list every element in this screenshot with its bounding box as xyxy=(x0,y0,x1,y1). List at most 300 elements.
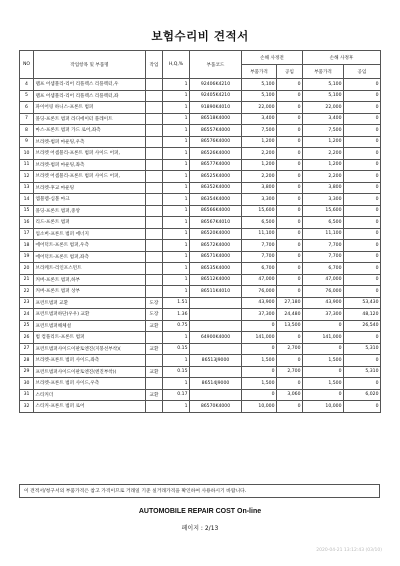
row-after-part: 37,300 xyxy=(303,309,344,321)
col-before-part: 부품가격 xyxy=(242,65,277,79)
row-after-labor: 0 xyxy=(344,263,381,275)
row-no: 6 xyxy=(20,102,34,114)
row-op xyxy=(146,401,163,413)
row-code xyxy=(190,320,242,332)
row-before-part: 37,300 xyxy=(242,309,277,321)
row-no: 13 xyxy=(20,182,34,194)
row-no: 12 xyxy=(20,171,34,183)
row-hqs: 1 xyxy=(163,286,190,298)
row-before-part: 141,000 xyxy=(242,332,277,344)
row-code: 86577K4000 xyxy=(190,159,242,171)
row-work: 램프 어셈블리-리어 리플렉스 리플렉터,우 xyxy=(34,79,146,91)
row-hqs: 0.15 xyxy=(163,343,190,355)
row-hqs: 1 xyxy=(163,217,190,229)
table-row xyxy=(20,194,381,206)
row-before-labor: 0 xyxy=(277,251,303,263)
row-before-labor: 0 xyxy=(277,148,303,160)
col-after-part: 부품가격 xyxy=(303,65,344,79)
row-op: 교환 xyxy=(146,343,163,355)
row-after-labor: 0 xyxy=(344,228,381,240)
row-code: 86354K4000 xyxy=(190,194,242,206)
row-after-part: 0 xyxy=(303,320,344,332)
row-after-labor: 0 xyxy=(344,194,381,206)
row-after-labor: 0 xyxy=(344,171,381,183)
row-after-part: 7,700 xyxy=(303,251,344,263)
row-hqs: 1 xyxy=(163,159,190,171)
table-row xyxy=(20,136,381,148)
row-op xyxy=(146,79,163,91)
row-no: 21 xyxy=(20,274,34,286)
row-no: 10 xyxy=(20,148,34,160)
row-after-labor: 0 xyxy=(344,274,381,286)
row-code xyxy=(190,297,242,309)
table-row xyxy=(20,274,381,286)
row-before-labor: 0 xyxy=(277,332,303,344)
row-op xyxy=(146,159,163,171)
row-code: 86576K4000 xyxy=(190,136,242,148)
row-after-part: 0 xyxy=(303,366,344,378)
row-op xyxy=(146,286,163,298)
row-code: 86520K4000 xyxy=(190,228,242,240)
row-after-part: 2,200 xyxy=(303,148,344,160)
row-hqs: 1 xyxy=(163,228,190,240)
row-op xyxy=(146,355,163,367)
row-after-part: 1,500 xyxy=(303,355,344,367)
col-no: NO xyxy=(20,51,34,79)
table-row xyxy=(20,125,381,137)
row-before-part: 5,100 xyxy=(242,90,277,102)
row-work: 커버-프론트 범퍼,하부 xyxy=(34,274,146,286)
row-before-labor: 13,500 xyxy=(277,320,303,332)
estimate-table xyxy=(19,50,381,413)
row-code: 86352K4000 xyxy=(190,182,242,194)
row-before-labor: 0 xyxy=(277,217,303,229)
row-op xyxy=(146,378,163,390)
row-before-labor: 0 xyxy=(277,136,303,148)
footer-brand: AUTOMOBILE REPAIR COST On-line xyxy=(138,508,262,515)
row-after-labor: 0 xyxy=(344,332,381,344)
row-code: 86511K4010 xyxy=(190,286,242,298)
row-work: 프런트범퍼사이드이판토엔진(엔진부착)( xyxy=(34,366,146,378)
col-op: 작업 xyxy=(146,51,163,79)
table-row xyxy=(20,332,381,344)
row-code: 86513J9000 xyxy=(190,355,242,367)
row-before-labor: 0 xyxy=(277,378,303,390)
row-after-part: 1,200 xyxy=(303,136,344,148)
col-after-labor: 공임 xyxy=(344,65,381,79)
row-op xyxy=(146,182,163,194)
row-no: 19 xyxy=(20,251,34,263)
row-after-labor: 0 xyxy=(344,102,381,114)
row-after-part: 15,600 xyxy=(303,205,344,217)
row-before-labor: 0 xyxy=(277,274,303,286)
row-before-labor: 0 xyxy=(277,102,303,114)
row-hqs: 0.75 xyxy=(163,320,190,332)
row-no: 15 xyxy=(20,205,34,217)
row-before-part: 0 xyxy=(242,389,277,401)
table-row xyxy=(20,79,381,91)
row-op xyxy=(146,171,163,183)
row-code xyxy=(190,389,242,401)
row-hqs: 1 xyxy=(163,102,190,114)
row-hqs: 1.51 xyxy=(163,297,190,309)
row-before-labor: 2,700 xyxy=(277,343,303,355)
row-op xyxy=(146,90,163,102)
row-before-labor: 0 xyxy=(277,90,303,102)
row-before-part: 6,700 xyxy=(242,263,277,275)
row-before-labor: 3,060 xyxy=(277,389,303,401)
row-after-labor: 0 xyxy=(344,136,381,148)
row-before-part: 3,400 xyxy=(242,113,277,125)
row-code: 92406K4210 xyxy=(190,79,242,91)
row-no: 14 xyxy=(20,194,34,206)
row-work: 브라케트-리인포스먼트 xyxy=(34,263,146,275)
col-after: 손해 사정후 xyxy=(303,51,381,65)
row-no: 8 xyxy=(20,125,34,137)
row-after-part: 0 xyxy=(303,389,344,401)
row-op xyxy=(146,148,163,160)
row-before-part: 47,000 xyxy=(242,274,277,286)
row-after-part: 141,000 xyxy=(303,332,344,344)
row-op xyxy=(146,205,163,217)
row-after-part: 0 xyxy=(303,343,344,355)
row-code: 86526K4000 xyxy=(190,148,242,160)
row-hqs: 1 xyxy=(163,240,190,252)
row-after-part: 47,000 xyxy=(303,274,344,286)
row-after-labor: 0 xyxy=(344,240,381,252)
row-before-part: 15,600 xyxy=(242,205,277,217)
row-op xyxy=(146,125,163,137)
row-after-labor: 0 xyxy=(344,90,381,102)
row-before-labor: 24,480 xyxy=(277,309,303,321)
row-before-labor: 0 xyxy=(277,263,303,275)
row-before-part: 0 xyxy=(242,320,277,332)
row-after-labor: 6,020 xyxy=(344,389,381,401)
row-no: 24 xyxy=(20,309,34,321)
row-before-part: 1,200 xyxy=(242,159,277,171)
row-code: 91890K4010 xyxy=(190,102,242,114)
row-code: 86518K4000 xyxy=(190,113,242,125)
row-work: 프런트범퍼하단(우우) 교환 xyxy=(34,309,146,321)
col-work: 작업항목 및 부품명 xyxy=(34,51,146,79)
row-after-labor: 0 xyxy=(344,355,381,367)
row-after-labor: 0 xyxy=(344,286,381,298)
row-after-part: 10,000 xyxy=(303,401,344,413)
row-work: 스티커더 xyxy=(34,389,146,401)
row-no: 30 xyxy=(20,378,34,390)
row-op xyxy=(146,332,163,344)
row-after-part: 1,200 xyxy=(303,159,344,171)
row-before-labor: 0 xyxy=(277,194,303,206)
row-before-part: 1,200 xyxy=(242,136,277,148)
row-no: 9 xyxy=(20,136,34,148)
row-code: 86512K4000 xyxy=(190,274,242,286)
table-row xyxy=(20,159,381,171)
row-hqs: 1 xyxy=(163,205,190,217)
print-timestamp: 2020-04-21 13:12:43 (03/10) xyxy=(316,548,382,553)
table-row xyxy=(20,240,381,252)
table-row xyxy=(20,228,381,240)
row-before-labor: 0 xyxy=(277,79,303,91)
row-before-labor: 0 xyxy=(277,228,303,240)
price-notice: 이 견적서/청구서의 부품가격은 참고 가격이므로 거래일 기준 실거래가격을 확인하여 사용하시기 바랍니다. xyxy=(19,484,380,498)
row-code: 86566K4000 xyxy=(190,205,242,217)
row-before-labor: 0 xyxy=(277,125,303,137)
row-before-labor: 27,180 xyxy=(277,297,303,309)
row-no: 16 xyxy=(20,217,34,229)
row-hqs: 1 xyxy=(163,378,190,390)
row-after-part: 11,100 xyxy=(303,228,344,240)
table-row xyxy=(20,389,381,401)
row-hqs: 1 xyxy=(163,263,190,275)
row-work: 프런트범퍼 교환 xyxy=(34,297,146,309)
row-after-part: 5,100 xyxy=(303,79,344,91)
row-before-labor: 0 xyxy=(277,205,303,217)
row-hqs: 1 xyxy=(163,148,190,160)
row-no: 23 xyxy=(20,297,34,309)
row-work: 에어덕트-프론트 범퍼,좌측 xyxy=(34,251,146,263)
row-no: 32 xyxy=(20,401,34,413)
row-after-part: 3,300 xyxy=(303,194,344,206)
row-hqs: 1 xyxy=(163,401,190,413)
table-row xyxy=(20,320,381,332)
row-work: 리드-프론트 범퍼 xyxy=(34,217,146,229)
row-no: 28 xyxy=(20,355,34,367)
row-before-labor: 0 xyxy=(277,182,303,194)
row-code: 86572K4000 xyxy=(190,240,242,252)
row-op xyxy=(146,113,163,125)
row-before-part: 43,900 xyxy=(242,297,277,309)
row-after-labor: 48,120 xyxy=(344,309,381,321)
row-before-part: 76,000 xyxy=(242,286,277,298)
row-hqs: 1 xyxy=(163,182,190,194)
table-row xyxy=(20,102,381,114)
row-after-part: 6,500 xyxy=(303,217,344,229)
row-hqs: 1.36 xyxy=(163,309,190,321)
row-code xyxy=(190,309,242,321)
row-no: 20 xyxy=(20,263,34,275)
row-work: 브라켓-프론트 범퍼 사이드,우측 xyxy=(34,378,146,390)
row-after-labor: 0 xyxy=(344,205,381,217)
row-code: 86525K4000 xyxy=(190,171,242,183)
row-hqs: 0.15 xyxy=(163,366,190,378)
row-after-labor: 53,430 xyxy=(344,297,381,309)
row-work: 스티커-프론트 범퍼 로어 xyxy=(34,401,146,413)
table-row xyxy=(20,148,381,160)
row-after-part: 76,000 xyxy=(303,286,344,298)
row-after-part: 3,800 xyxy=(303,182,344,194)
row-before-part: 22,000 xyxy=(242,102,277,114)
row-work: 브라켓 어셈블리-프론트 범퍼 사이드 어퍼, xyxy=(34,148,146,160)
row-work: 마스-프론트 범퍼 가드 로어,좌측 xyxy=(34,125,146,137)
row-before-part: 0 xyxy=(242,343,277,355)
row-code xyxy=(190,343,242,355)
row-op xyxy=(146,263,163,275)
row-after-labor: 0 xyxy=(344,217,381,229)
table-row xyxy=(20,90,381,102)
row-op xyxy=(146,274,163,286)
table-row xyxy=(20,401,381,413)
row-no: 5 xyxy=(20,90,34,102)
row-work: 프런트범퍼사이드이판토엔진(지붕선부착)( xyxy=(34,343,146,355)
row-after-part: 7,500 xyxy=(303,125,344,137)
row-no: 4 xyxy=(20,79,34,91)
row-no: 25 xyxy=(20,320,34,332)
document-title: 보험수리비 견적서 xyxy=(151,29,249,43)
table-row xyxy=(20,378,381,390)
row-work: 브라켓-범퍼 마운팅,좌측 xyxy=(34,159,146,171)
row-work: 엠블렘-심볼 마크 xyxy=(34,194,146,206)
row-hqs: 1 xyxy=(163,113,190,125)
row-work: 브라켓-후교 마운팅 xyxy=(34,182,146,194)
row-code: 86567K4010 xyxy=(190,217,242,229)
table-row xyxy=(20,286,381,298)
row-no: 11 xyxy=(20,159,34,171)
row-op xyxy=(146,240,163,252)
row-hqs: 1 xyxy=(163,125,190,137)
row-before-part: 2,200 xyxy=(242,148,277,160)
row-code: 86571K4000 xyxy=(190,251,242,263)
row-hqs: 1 xyxy=(163,251,190,263)
row-no: 31 xyxy=(20,389,34,401)
row-after-part: 6,700 xyxy=(303,263,344,275)
col-before: 손해 사정전 xyxy=(242,51,303,65)
row-no: 29 xyxy=(20,366,34,378)
row-op: 교환 xyxy=(146,320,163,332)
row-hqs: 1 xyxy=(163,79,190,91)
col-hqs: H,Q,% xyxy=(163,51,190,79)
row-code: 86514J9000 xyxy=(190,378,242,390)
row-before-part: 3,800 xyxy=(242,182,277,194)
row-code: 86535K4000 xyxy=(190,263,242,275)
row-op xyxy=(146,217,163,229)
row-op xyxy=(146,194,163,206)
row-after-labor: 5,310 xyxy=(344,343,381,355)
row-work: 몰딩-프론트 범퍼 라디에이터 플레이트 xyxy=(34,113,146,125)
row-code: 86570K4000 xyxy=(190,401,242,413)
row-hqs: 1 xyxy=(163,274,190,286)
row-before-part: 11,100 xyxy=(242,228,277,240)
row-after-labor: 0 xyxy=(344,182,381,194)
row-hqs: 0.17 xyxy=(163,389,190,401)
row-after-labor: 0 xyxy=(344,401,381,413)
row-after-part: 2,200 xyxy=(303,171,344,183)
row-no: 26 xyxy=(20,332,34,344)
row-op: 도장 xyxy=(146,297,163,309)
row-after-part: 5,100 xyxy=(303,90,344,102)
table-row xyxy=(20,309,381,321)
row-after-labor: 0 xyxy=(344,79,381,91)
row-work: 브라켓-범퍼 마운팅,우측 xyxy=(34,136,146,148)
row-code: 92405K4210 xyxy=(190,90,242,102)
table-row xyxy=(20,182,381,194)
table-row xyxy=(20,355,381,367)
row-before-labor: 0 xyxy=(277,240,303,252)
col-code: 부품코드 xyxy=(190,51,242,79)
row-code: 64900K4000 xyxy=(190,332,242,344)
row-no: 17 xyxy=(20,228,34,240)
row-work: 커버-프론트 범퍼 상부 xyxy=(34,286,146,298)
row-after-labor: 26,540 xyxy=(344,320,381,332)
row-after-part: 7,700 xyxy=(303,240,344,252)
row-after-labor: 0 xyxy=(344,113,381,125)
row-no: 27 xyxy=(20,343,34,355)
row-work: 몰딩-프론트 범퍼,중앙 xyxy=(34,205,146,217)
row-no: 18 xyxy=(20,240,34,252)
row-hqs: 1 xyxy=(163,355,190,367)
row-hqs: 1 xyxy=(163,194,190,206)
table-row xyxy=(20,205,381,217)
row-work: 브라켓-프론트 범퍼 사이드,좌측 xyxy=(34,355,146,367)
row-before-labor: 0 xyxy=(277,113,303,125)
row-no: 22 xyxy=(20,286,34,298)
table-row xyxy=(20,171,381,183)
row-work: 범 컴플리트-프론트 범퍼 xyxy=(34,332,146,344)
col-before-labor: 공임 xyxy=(277,65,303,79)
row-before-part: 6,500 xyxy=(242,217,277,229)
row-code: 86557K4000 xyxy=(190,125,242,137)
row-hqs: 1 xyxy=(163,171,190,183)
row-before-labor: 2,700 xyxy=(277,366,303,378)
row-after-labor: 0 xyxy=(344,148,381,160)
row-op xyxy=(146,251,163,263)
row-op xyxy=(146,136,163,148)
page-number: 페이지 : 2/13 xyxy=(181,525,219,532)
row-before-part: 2,200 xyxy=(242,171,277,183)
row-before-part: 7,700 xyxy=(242,240,277,252)
table-row xyxy=(20,366,381,378)
table-row xyxy=(20,217,381,229)
row-work: 에어덕트-프론트 범퍼,우측 xyxy=(34,240,146,252)
row-before-labor: 0 xyxy=(277,401,303,413)
row-before-labor: 0 xyxy=(277,286,303,298)
row-before-part: 3,300 xyxy=(242,194,277,206)
row-work: 업소버-프론트 범퍼 에너지 xyxy=(34,228,146,240)
row-hqs: 1 xyxy=(163,136,190,148)
row-after-labor: 0 xyxy=(344,159,381,171)
row-op: 교환 xyxy=(146,389,163,401)
row-after-part: 1,500 xyxy=(303,378,344,390)
table-row xyxy=(20,343,381,355)
row-after-labor: 0 xyxy=(344,378,381,390)
row-before-labor: 0 xyxy=(277,159,303,171)
row-after-labor: 0 xyxy=(344,125,381,137)
row-before-part: 5,100 xyxy=(242,79,277,91)
table-row xyxy=(20,263,381,275)
row-hqs: 1 xyxy=(163,90,190,102)
row-after-part: 43,900 xyxy=(303,297,344,309)
row-before-part: 7,500 xyxy=(242,125,277,137)
row-before-labor: 0 xyxy=(277,355,303,367)
row-hqs: 1 xyxy=(163,332,190,344)
row-op xyxy=(146,228,163,240)
row-before-part: 1,500 xyxy=(242,378,277,390)
row-work: 프런트범퍼해체설 xyxy=(34,320,146,332)
table-row xyxy=(20,251,381,263)
row-op: 도장 xyxy=(146,309,163,321)
row-before-part: 7,700 xyxy=(242,251,277,263)
row-op xyxy=(146,102,163,114)
row-after-part: 3,400 xyxy=(303,113,344,125)
row-before-part: 10,000 xyxy=(242,401,277,413)
row-after-labor: 0 xyxy=(344,251,381,263)
row-before-part: 0 xyxy=(242,366,277,378)
row-code xyxy=(190,366,242,378)
table-row xyxy=(20,297,381,309)
row-no: 7 xyxy=(20,113,34,125)
row-after-part: 22,000 xyxy=(303,102,344,114)
table-row xyxy=(20,113,381,125)
